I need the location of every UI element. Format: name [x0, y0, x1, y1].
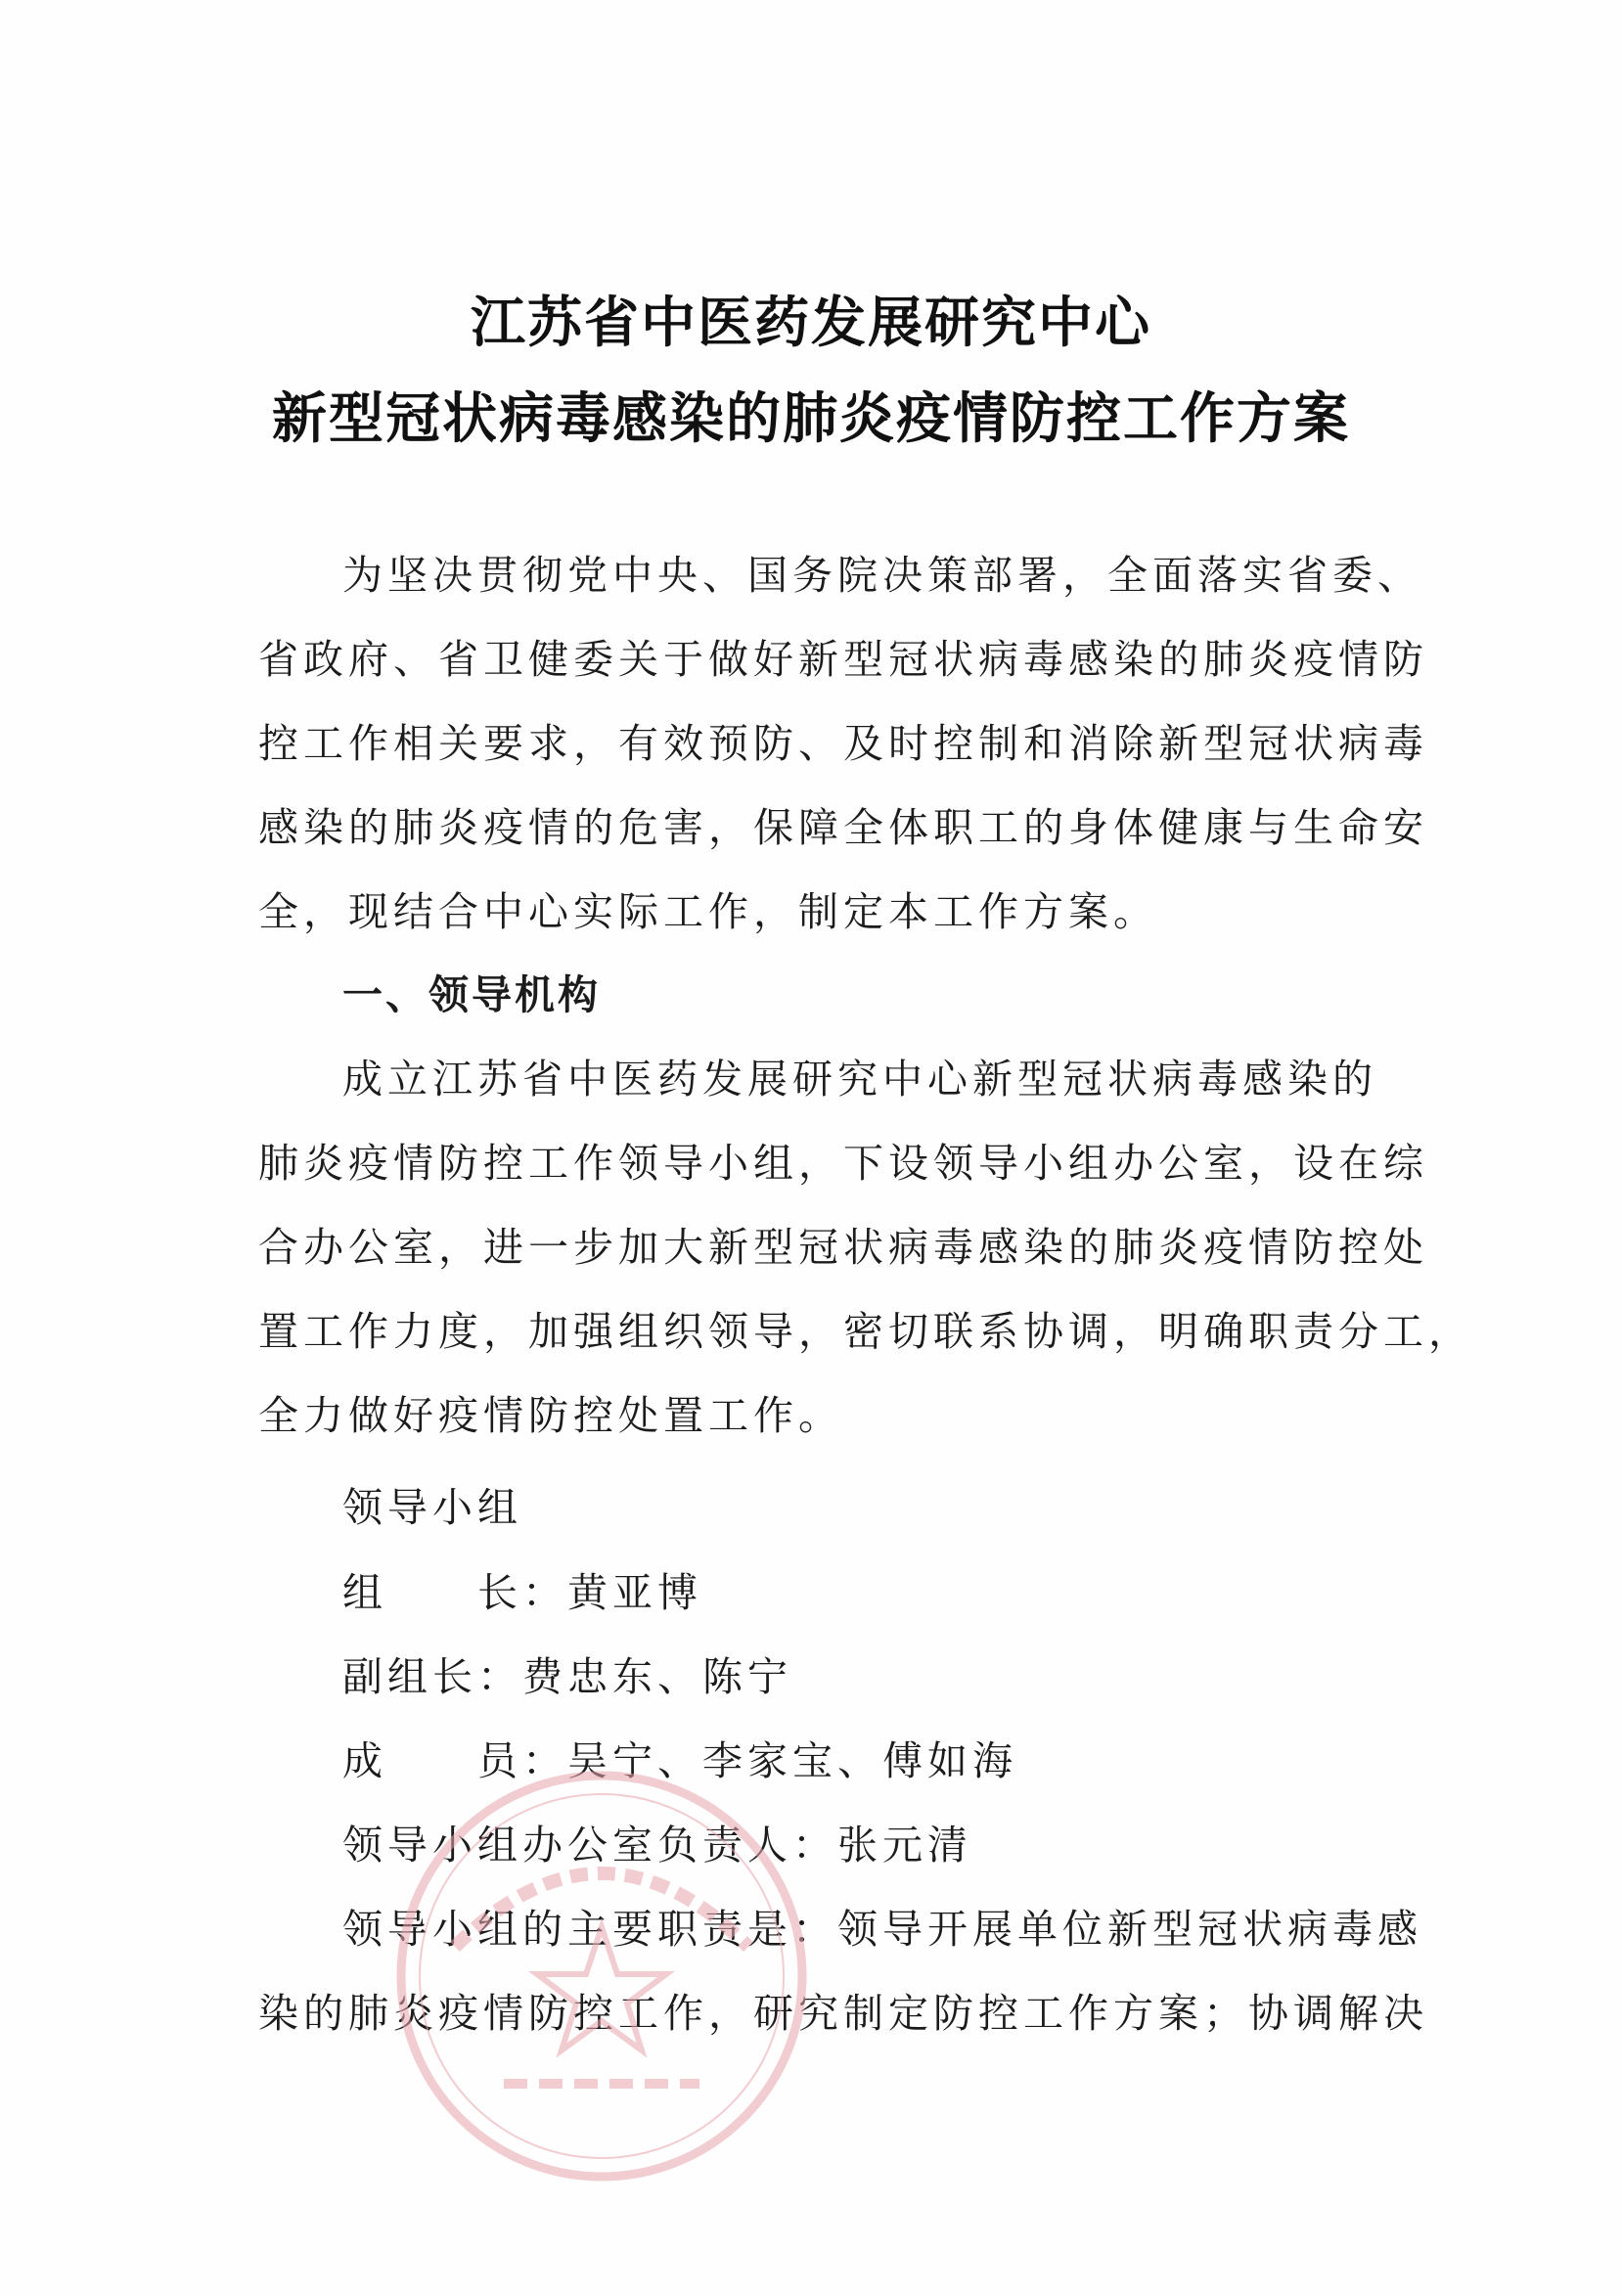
section1-line-4: 置工作力度，加强组织领导，密切联系协调，明确职责分工，: [258, 1308, 1473, 1355]
roster-members-label: 成 员：: [342, 1737, 567, 1784]
roster-office-label: 领导小组办公室负责人：: [342, 1822, 837, 1868]
duty-line-1: 领导小组的主要职责是：领导开展单位新型冠状病毒感: [342, 1906, 1422, 1953]
document-title-line-1: 江苏省中医药发展研究中心: [471, 291, 1151, 355]
roster-deputy-value: 费忠东、陈宁: [522, 1653, 792, 1700]
group-heading: 领导小组: [342, 1484, 522, 1531]
section1-line-5: 全力做好疫情防控处置工作。: [258, 1392, 843, 1439]
roster-office-value: 张元清: [837, 1822, 972, 1868]
roster-leader-label: 组 长：: [342, 1569, 567, 1616]
section-heading-leadership: 一、领导机构: [342, 971, 601, 1018]
section1-line-1: 成立江苏省中医药发展研究中心新型冠状病毒感染的: [342, 1056, 1377, 1103]
section1-line-2: 肺炎疫情防控工作领导小组，下设领导小组办公室，设在综: [258, 1140, 1428, 1187]
intro-line-3: 控工作相关要求，有效预防、及时控制和消除新型冠状病毒: [258, 720, 1428, 767]
roster-office: [342, 1821, 1374, 1869]
roster-members: [342, 1736, 1374, 1785]
duty-line-2: 染的肺炎疫情防控工作，研究制定防控工作方案；协调解决: [258, 1990, 1428, 2037]
section1-line-3: 合办公室，进一步加大新型冠状病毒感染的肺炎疫情防控处: [258, 1224, 1428, 1271]
intro-line-5: 全，现结合中心实际工作，制定本工作方案。: [258, 888, 1158, 935]
roster-members-value: 吴宁、李家宝、傅如海: [567, 1737, 1017, 1784]
document-title-line-2: 新型冠状病毒感染的肺炎疫情防控工作方案: [272, 386, 1350, 451]
intro-line-2: 省政府、省卫健委关于做好新型冠状病毒感染的肺炎疫情防: [258, 636, 1428, 683]
intro-line-1: 为坚决贯彻党中央、国务院决策部署，全面落实省委、: [342, 552, 1422, 599]
roster-leader-value: 黄亚博: [567, 1569, 702, 1616]
roster-leader: [342, 1568, 1374, 1617]
roster-deputy-label: 副组长：: [342, 1653, 522, 1700]
roster-deputy: [342, 1652, 1374, 1701]
intro-line-4: 感染的肺炎疫情的危害，保障全体职工的身体健康与生命安: [258, 804, 1428, 851]
